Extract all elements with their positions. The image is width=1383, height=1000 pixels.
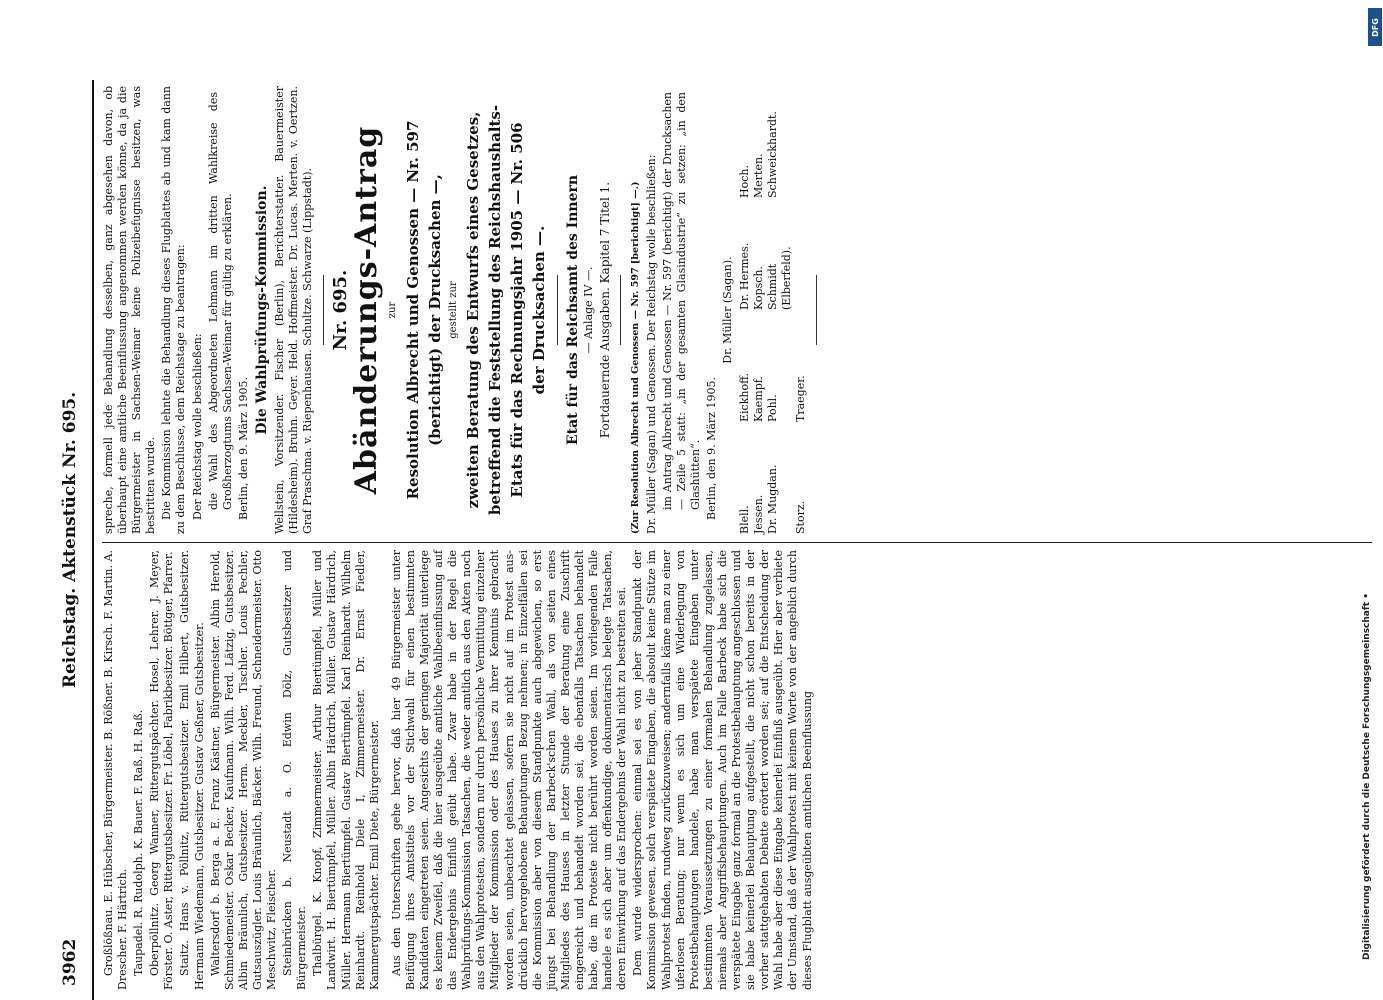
date-line: Berlin, den 9. März 1905. [705, 377, 719, 520]
signer: Dr. Müller (Sagan). [721, 256, 735, 364]
page-title: Reichstag. Aktenstück Nr. 695. [60, 391, 80, 689]
body-paragraph: Die Kommission lehnte die Behandlung dieses Flugblattes ab und kam dann zu dem Beschlusse, dem Reichstage zu beantragen: [160, 86, 188, 534]
motion-title: Abänderungs-Antrag [349, 125, 385, 495]
ausgaben-line: Fortdauernde Ausgaben. Kapitel 7 Titel 1. [597, 181, 612, 439]
place-entry: Thalbürgel. K. Knopf, Zimmermeister. Arthur Biertümpfel, Müller und Landwirt. H. Biertümpfel, Müller. Albin Härdrich, Müller. Gustav Härdrich, Müller. Hermann Biertümpfel. Gustav Biertümpfel. Karl Reinhardt. Wilhelm Reinhardt. Reinhold Diele I, Zimmermeister. Dr. Ernst Fiedler, Kammergutspächter. Emil Diete, Bürgermeister. [311, 550, 381, 990]
left-column [102, 550, 817, 990]
amendment-text: im Antrag Albrecht und Genossen — Nr. 597 (berichtigt) der Drucksachen — Zeile 5 statt: „in der gesamten Glasindustrie“ zu setzen: „in den Glashütten“. [661, 92, 703, 510]
body-paragraph: Dem wurde widersprochen: einmal sei es von jeher Standpunkt der Kommission gewesen, solch verspätete Eingaben, die absolut keine Stütze im Wahlprotest finden, rundweg zurückzuweisen; andernfalls käme man zu einer uferlosen Beratung; nur wenn es sich um eine Widerlegung von Protestbehauptungen handele, habe man verspätete Eingaben unter bestimmten Voraussetzungen zu einer formalen Behandlung zugelassen, niemals aber Angriffsbehauptungen. Auch im Falle Barbeck habe sich die verspätete Eingabe ganz formal an die Protestbehauptung angeschlossen und sie habe keinerlei Behauptung aufgestellt, die nicht schon bereits in der vorher stattgehabten Debatte erörtert worden sei; auf die Entscheidung der Wahl habe aber diese Eingabe keinerlei Einfluß ausgeübt. Hier aber verbiete der Umstand, daß der Wahlprotest mit keinem Worte von der angeblich durch dieses Flugblatt ausgeübten amtlichen Beeinflussung [631, 550, 814, 990]
place-entry: Oberpöllnitz. Georg Wanner, Rittergutspächter. Hosel, Lehrer. J. Meyer, Förster. O. Aster, Rittergutsbesitzer. Fr. Löbel, Fabrikbesitzer. Böttger, Pfarrer. [148, 550, 176, 990]
funding-notice: Digitalisierung gefördert durch die Deutsche Forschungsgemeinschaft • [1362, 593, 1372, 960]
signatories-list [738, 86, 808, 534]
section-rule [816, 275, 817, 345]
signatory: Dr. Hermes. [737, 242, 751, 310]
body-paragraph: spreche, formell jede Behandlung desselben, ganz abgesehen davon, ob überhaupt eine amtliche Beeinflussung angenommen werden könne, da ja die Bürgermeister in Sachsen-Weimar keine Polizeibefugnisse besitzen, was bestritten wurde. [102, 86, 158, 534]
place-entry: Großlößnau. E. Hübscher, Bürgermeister. B. Rößner. B. Kirsch. F. Martin. A. Drescher. F. Härtrich. [102, 550, 130, 990]
signatory: Schweickhardt. [765, 111, 779, 198]
dfg-badge-label: DFG [1370, 17, 1380, 37]
signatory: Blell. [737, 505, 751, 534]
resolution-heading: (berichtigt) der Drucksachen —, [425, 174, 444, 446]
signatory: Dr. Mugdan. [765, 464, 779, 534]
resolution-heading: Resolution Albrecht und Genossen — Nr. 597 [403, 120, 422, 500]
gestellt-label: gestellt zur [447, 281, 459, 339]
zur-label: zur [387, 301, 399, 319]
signatory: Traeger. [793, 375, 807, 422]
anlage-line: — Anlage IV —. [581, 266, 595, 354]
column-separator [102, 542, 1372, 543]
beratung-heading: Etats für das Rechnungsjahr 1905 — Nr. 506 [507, 122, 526, 498]
signatory: Storz. [793, 500, 807, 534]
body-paragraph: Aus den Unterschriften gehe hervor, daß hier 49 Bürgermeister unter Beifügung ihres Amtstitels vor der Stichwahl für einen bestimmten Kandidaten eingetreten seien. Angesichts der geringen Majorität unterliege es keinem Zweifel, daß die hier ausgeübte amtliche Wahlbeeinflussung auf das Endergebnis Einfluß geübt habe. Zwar habe in der Regel die Wahlprüfungs-Kommission Tatsachen, die weder amtlich aus den Akten noch aus den Wahlprotesten, sondern nur durch persönliche Vermittlung einzelner Mitglieder der Kommission oder des Hauses zu ihrer Kenntnis gebracht worden seien, unbeachtet gelassen, sofern sie nicht auf im Protest ausdrücklich hervorgehobene Behauptungen Bezug nehmen; in Einzelfällen sei die Kommission aber von diesem Standpunkte auch abgewichen, so erst jüngst bei Behandlung der Barbeck'schen Wahl, als von seiten eines Mitgliedes des Hauses in letzter Stunde der Beratung eine Zuschrift eingereicht und behandelt worden sei, die ebenfalls Tatsachen behandelt habe, die im Proteste nicht berührt worden seien. Im vorliegenden Falle handele es sich aber um offenkundige, dokumentarisch belegte Tatsachen, deren Einwirkung auf das Endergebnis der Wahl nicht zu bestreiten sei. [389, 550, 629, 990]
reference-line: (Zur Resolution Albrecht und Genossen — Nr. 597 [berichtigt] —.) [629, 181, 641, 534]
document-number: Nr. 695. [330, 269, 352, 351]
place-entry: Waltersdorf b. Berga a. E. Franz Kästner, Bürgermeister. Albin Herold, Schmiedemeister. Oskar Becker, Kaufmann. Wilh. Ferd. Lätzig, Gutsbesitzer. Albin Bräunlich, Gutsbesitzer. Herm. Meckler, Tischler. Louis Pechler, Gutsauszügler. Louis Bräunlich, Bäcker. Wilh. Freund, Schneidermeister. Otto Meschwitz, Fleischer. [208, 550, 279, 990]
motion-text: Dr. Müller (Sagan) und Genossen. Der Reichstag wolle beschließen: [644, 154, 658, 534]
signatory: Schmidt (Elberfeld). [765, 246, 793, 310]
date-line: Berlin, den 9. März 1905. [236, 377, 250, 520]
commission-heading: Die Wahlprüfungs-Kommission. [253, 185, 270, 435]
section-rule [557, 275, 558, 345]
place-entry: Taupadel. R. Rudolph. K. Bauer. F. Raß. H. Raß. [132, 709, 146, 976]
page-number: 3962 [60, 938, 80, 986]
section-rule [620, 275, 621, 345]
place-entry: Staitz. Hans v. Pöllnitz, Rittergutsbesitzer. Emil Hilbert, Gutsbesitzer. Hermann Wiedemann, Gutsbesitzer. Gustav Geßner, Gutsbesitzer. [178, 550, 206, 990]
signatory: Merten. [751, 153, 765, 198]
place-entry: Steinbrücken b. Neustadt a. O. Edwin Dölz, Gutsbesitzer und Bürgermeister. [281, 550, 309, 990]
beratung-heading: betreffend die Feststellung des Reichshaushalts- [485, 104, 504, 516]
beratung-heading: zweiten Beratung des Entwurfs eines Gesetzes, [463, 111, 482, 509]
header-rule [92, 80, 94, 1000]
etat-heading: Etat für das Reichsamt des Innern [564, 174, 581, 446]
signatory: Jessen. [751, 494, 765, 534]
signatory: Eickhoff. [737, 372, 751, 422]
document-page [50, 80, 1380, 1000]
page-header [50, 80, 90, 1000]
dfg-logo-icon [1368, 8, 1382, 46]
beratung-heading: der Drucksachen —. [529, 225, 548, 395]
commission-members: Wellstein, Vorsitzender. Fischer (Berlin), Berichterstatter. Bauermeister (Hildesheim). Bruhn. Geyer. Held. Hoffmeister. Dr. Lucas. Merten. v. Oertzen. Graf Praschma. v. Riepenhausen. Schultze. Schwarze (Lippstadt). [273, 86, 315, 534]
resolution-text: die Wahl des Abgeordneten Lehmann im dritten Wahlkreise des Großherzogtums Sachsen-Weimar für gültig zu erklären. [206, 92, 234, 510]
signatory: Kaempf. [751, 376, 765, 422]
motion-intro: Der Reichstag wolle beschließen: [190, 333, 204, 520]
section-rule [323, 275, 324, 345]
signatory: Pohl. [765, 394, 779, 422]
right-column [102, 86, 825, 534]
signatory: Kopsch. [751, 266, 765, 310]
signatory: Hoch. [737, 165, 751, 198]
